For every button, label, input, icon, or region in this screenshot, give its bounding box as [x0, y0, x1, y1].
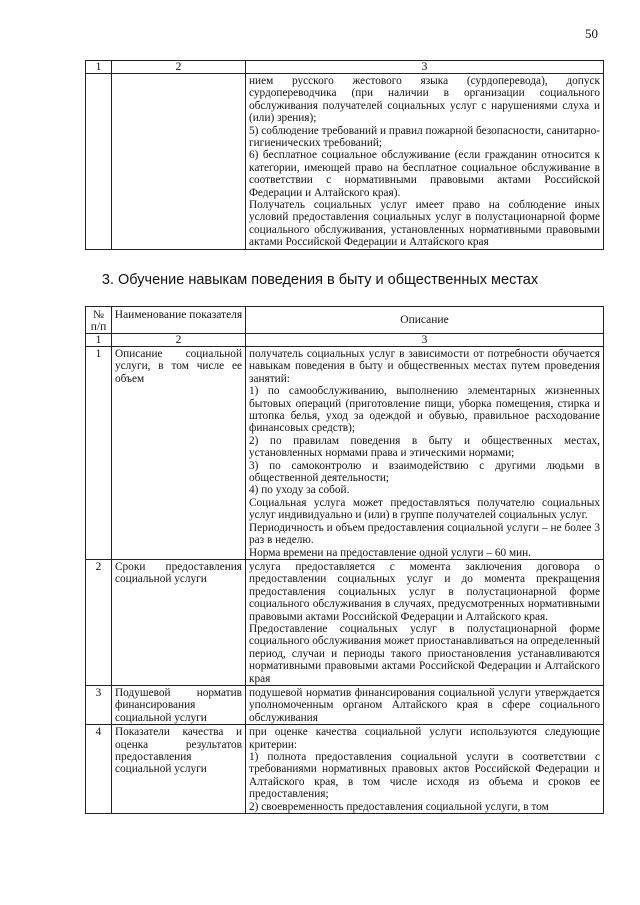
column-number-2: 2: [112, 61, 246, 74]
indicator-name: Описание социальной услуги, в том числе ее объем: [112, 347, 246, 560]
row-number: 3: [86, 685, 112, 724]
description-paragraph: 1) полнота предоставления социальной услуги в соответствии с требованиями нормативных правовых актов Российской Федерации и Алтайского края, в том числе исходя из объема и сроков ее предоставления;: [249, 751, 600, 801]
indicator-name: Сроки предоставления социальной услуги: [112, 559, 246, 685]
column-number-3: 3: [246, 334, 604, 347]
continuation-paragraph: 6) бесплатное социальное обслуживание (если гражданин относится к категории, имеющей право на бесплатное социальное обслуживание в соответствии с нормативными правовыми актами Российской Федерации и Алтайского края).: [249, 149, 600, 199]
description-paragraph: при оценке качества социальной услуги используются следующие критерии:: [249, 726, 600, 751]
service-table: [85, 306, 604, 814]
table-row: [86, 685, 604, 724]
empty-name-cell: [112, 74, 246, 250]
description-paragraph: услуга предоставляется с момента заключения договора о предоставлении социальных услуг и до момента прекращения предоставления социальных услуг в полустационарной форме социального обслуживания в случаях, предусмотренных нормативными правовыми актами Российской Федерации и Алтайского края.: [249, 560, 600, 623]
continuation-table: [85, 60, 604, 250]
description-paragraph: подушевой норматив финансирования социальной услуги утверждается уполномоченным органом Алтайского края в сфере социального обслуживания: [249, 686, 600, 724]
table-header-row: [86, 307, 604, 334]
column-number-3: 3: [246, 61, 604, 74]
column-number-row: [86, 334, 604, 347]
column-number-2: 2: [112, 334, 246, 347]
column-number-1: 1: [86, 334, 112, 347]
continuation-paragraph: нием русского жестового языка (сурдоперевода), допуск сурдопереводчика (при наличии в организации социального обслуживания получателей социальных услуг с нарушениями слуха и (или) зрения);: [249, 75, 600, 125]
continuation-paragraph: Получатель социальных услуг имеет право на соблюдение иных условий предоставления социальных услуг в полустационарной форме социального обслуживания, установленных нормативными правовыми актами Российской Федерации и Алтайского края: [249, 199, 600, 249]
empty-number-cell: [86, 74, 112, 250]
description-paragraph: 3) по самоконтролю и взаимодействию с другими людьми в общественной деятельности;: [249, 459, 600, 485]
header-indicator-name: Наименование показателя: [112, 307, 246, 334]
table-row: [86, 725, 604, 814]
description-paragraph: 2) по правилам поведения в быту и общественных местах, установленных нормами права и этическими нормами;: [249, 434, 600, 460]
description-paragraph: 2) своевременность предоставления социальной услуги, в том: [249, 800, 549, 813]
table-row: [86, 559, 604, 685]
description-paragraph: получатель социальных услуг в зависимости от потребности обучается навыкам поведения в быту и общественных местах путем проведения занятий:: [249, 348, 600, 385]
column-number-row: [86, 61, 604, 74]
row-number: 4: [86, 725, 112, 814]
continuation-row: [86, 74, 604, 250]
header-description: Описание: [246, 307, 604, 334]
row-number: 1: [86, 347, 112, 560]
description-cell: [246, 685, 604, 724]
table-row: [86, 347, 604, 560]
description-paragraph: Социальная услуга может предоставляться получателю социальных услуг индивидуально и (или) в группе получателей социальных услуг.: [249, 496, 600, 522]
page-number: 50: [585, 26, 598, 41]
indicator-name: Показатели качества и оценка результатов предоставления социальной услуги: [112, 725, 246, 814]
continuation-paragraph: 5) соблюдение требований и правил пожарной безопасности, санитарно-гигиенических требований;: [249, 124, 600, 150]
description-cell: [246, 725, 604, 814]
row-number: 2: [86, 559, 112, 685]
column-number-1: 1: [86, 61, 112, 74]
section-title: 3. Обучение навыкам поведения в быту и общественных местах: [101, 272, 539, 288]
description-paragraph: Предоставление социальных услуг в полустационарной форме социального обслуживания может приостанавливаться на определенный период, случаи и периоды такого приостановления устанавливаются нормативными правовыми актами Российской Федерации и Алтайского края: [249, 622, 600, 685]
description-paragraph: Периодичность и объем предоставления социальной услуги – не более 3 раз в неделю.: [249, 521, 600, 547]
description-cell: [246, 559, 604, 685]
header-number: № п/п: [86, 307, 112, 334]
continuation-description-cell: [246, 74, 604, 250]
description-paragraph: 4) по уходу за собой.: [249, 484, 350, 497]
indicator-name: Подушевой норматив финансирования социальной услуги: [112, 685, 246, 724]
description-paragraph: Норма времени на предоставление одной услуги – 60 мин.: [249, 546, 532, 559]
description-cell: [246, 347, 604, 560]
description-paragraph: 1) по самообслуживанию, выполнению элементарных жизненных бытовых операций (приготовление пищи, уборка помещения, стирка и штопка белья, уход за одеждой и обувью, правильное расходование финансовых средств);: [249, 385, 600, 435]
